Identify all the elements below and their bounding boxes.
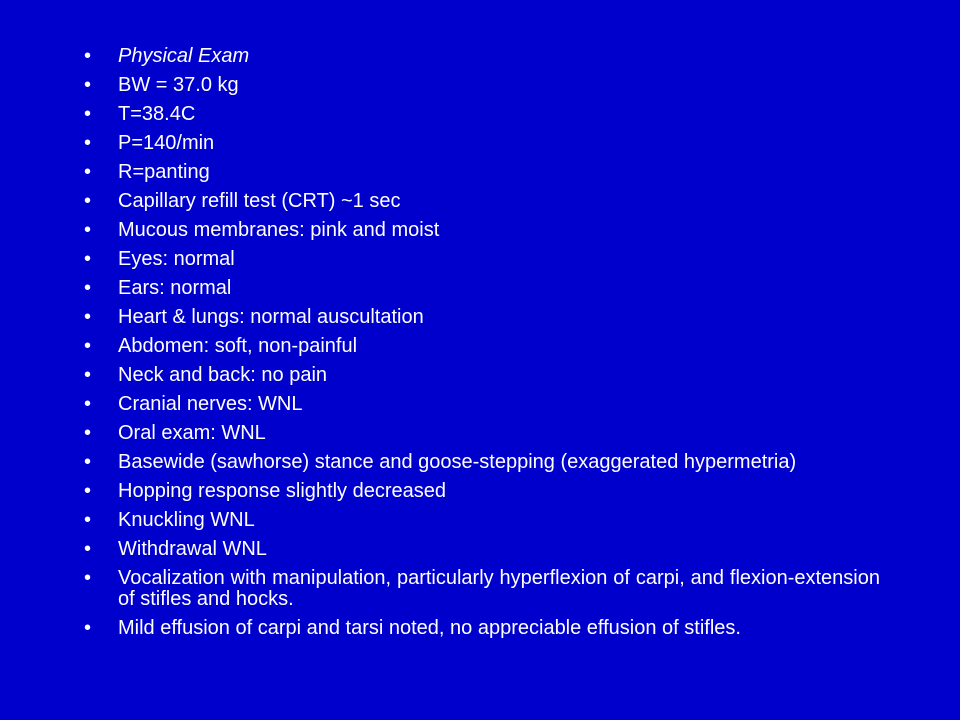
- list-item-eyes: [84, 249, 880, 270]
- list-item-text: Basewide (sawhorse) stance and goose-stepping (exaggerated hypermetria): [118, 451, 797, 473]
- bullet-icon: •: [84, 422, 92, 444]
- list-item-crt: [84, 191, 880, 212]
- list-item-mucous-membranes: [84, 220, 880, 241]
- list-item-text: Cranial nerves: WNL: [118, 393, 303, 415]
- list-item-text: Knuckling WNL: [118, 509, 255, 531]
- list-item-pulse: [84, 133, 880, 154]
- bullet-icon: •: [84, 451, 92, 473]
- list-item-text: BW = 37.0 kg: [118, 74, 239, 96]
- list-item-text: Neck and back: no pain: [118, 364, 328, 386]
- bullet-icon: •: [84, 190, 92, 212]
- list-item-heart-lungs: [84, 307, 880, 328]
- list-item-cranial-nerves: [84, 394, 880, 415]
- bullet-icon: •: [84, 132, 92, 154]
- list-item-text: Withdrawal WNL: [118, 538, 267, 560]
- list-item-text: P=140/min: [118, 132, 215, 154]
- list-item-text: Eyes: normal: [118, 248, 235, 270]
- list-item-text: T=38.4C: [118, 103, 196, 125]
- bullet-icon: •: [84, 509, 92, 531]
- list-item-temperature: [84, 104, 880, 125]
- list-item-text: Hopping response slightly decreased: [118, 480, 446, 502]
- bullet-icon: •: [84, 161, 92, 183]
- bullet-icon: •: [84, 45, 92, 67]
- list-item-oral-exam: [84, 423, 880, 444]
- bullet-icon: •: [84, 538, 92, 560]
- bullet-icon: •: [84, 480, 92, 502]
- list-item-withdrawal: [84, 539, 880, 560]
- list-item-knuckling: [84, 510, 880, 531]
- bullet-icon: •: [84, 74, 92, 96]
- list-item-bw: [84, 75, 880, 96]
- list-item-hopping: [84, 481, 880, 502]
- bullet-icon: •: [84, 567, 92, 589]
- list-item-neck-back: [84, 365, 880, 386]
- list-item-ears: [84, 278, 880, 299]
- bullet-icon: •: [84, 103, 92, 125]
- bullet-icon: •: [84, 335, 92, 357]
- list-item-text: Ears: normal: [118, 277, 232, 299]
- list-item-physical-exam: [84, 46, 880, 67]
- list-item-vocalization: [84, 568, 880, 610]
- list-item-text: Physical Exam: [118, 45, 250, 67]
- list-item-text: Heart & lungs: normal auscultation: [118, 306, 424, 328]
- bullet-icon: •: [84, 277, 92, 299]
- list-item-text: Oral exam: WNL: [118, 422, 266, 444]
- bullet-icon: •: [84, 364, 92, 386]
- list-item-stance: [84, 452, 880, 473]
- bullet-icon: •: [84, 617, 92, 639]
- list-item-text: Capillary refill test (CRT) ~1 sec: [118, 190, 401, 212]
- list-item-abdomen: [84, 336, 880, 357]
- list-item-effusion: [84, 618, 880, 639]
- bullet-icon: •: [84, 248, 92, 270]
- list-item-respiration: [84, 162, 880, 183]
- list-item-text: Vocalization with manipulation, particularly hyperflexion of carpi, and flexion-extension of stifles and hocks.: [118, 567, 880, 610]
- list-item-text: R=panting: [118, 161, 210, 183]
- list-item-text: Mucous membranes: pink and moist: [118, 219, 440, 241]
- list-item-text: Abdomen: soft, non-painful: [118, 335, 358, 357]
- list-item-text: Mild effusion of carpi and tarsi noted, no appreciable effusion of stifles.: [118, 617, 741, 639]
- bullet-icon: •: [84, 393, 92, 415]
- bullet-icon: •: [84, 219, 92, 241]
- bullet-icon: •: [84, 306, 92, 328]
- exam-bullet-list: [84, 46, 880, 647]
